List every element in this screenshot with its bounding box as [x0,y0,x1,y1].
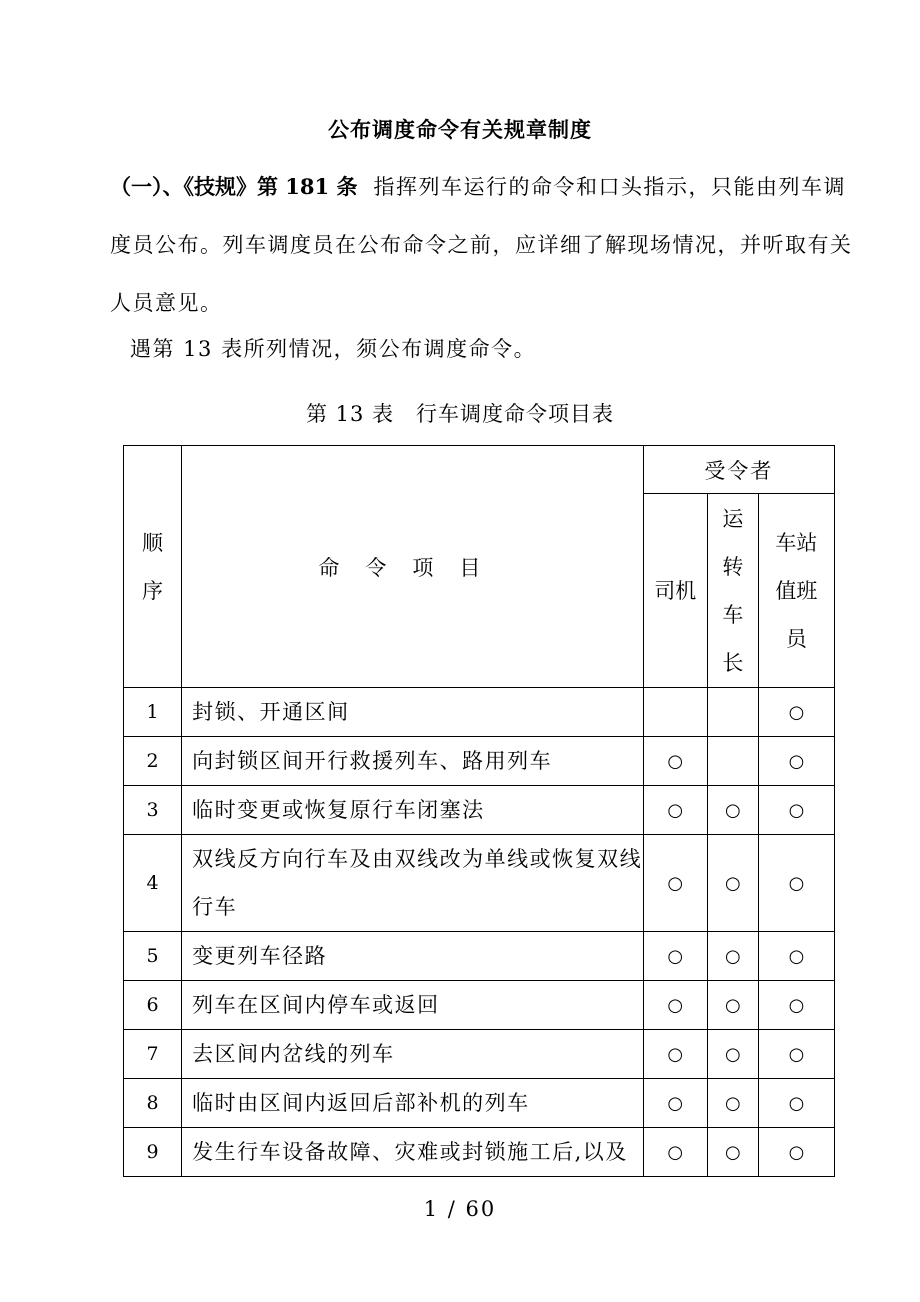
document-title: 公布调度命令有关规章制度 [328,117,592,142]
table-row: 8 临时由区间内返回后部补机的列车 ○ ○ ○ [124,1079,835,1128]
table-row: 2 向封锁区间开行救援列车、路用列车 ○ ○ [124,737,835,786]
rule-reference: （一）、《技规》第 181 条 [110,174,358,199]
paragraph-technical-rules [110,158,855,332]
paragraph-table-intro: 遇第 13 表所列情况，须公布调度命令。 [130,337,537,361]
table-number: 第 13 表 [305,402,395,426]
table-caption [0,398,920,428]
header-command-item: 命令项目 [182,446,644,688]
dispatch-command-table [123,445,835,1177]
table-row: 3 临时变更或恢复原行车闭塞法 ○ ○ ○ [124,786,835,835]
header-receivers: 受令者 [643,446,834,494]
header-seq: 顺 序 [124,446,182,688]
header-conductor: 运 转 车 长 [707,494,758,688]
table-row: 7 去区间内岔线的列车 ○ ○ ○ [124,1030,835,1079]
table-title: 行车调度命令项目表 [416,402,615,426]
rule-text: 指挥列车运行的命令和口头指示，只能由列车调度员公布。列车调度员在公布命令之前，应详细了解现场情况，并听取有关人员意见。 [110,175,853,315]
table-row: 1 封锁、开通区间 ○ [124,688,835,737]
header-driver: 司机 [643,494,707,688]
table-row: 5 变更列车径路 ○ ○ ○ [124,932,835,981]
page-number: 1 / 60 [423,1197,497,1221]
table-row: 4 双线反方向行车及由双线改为单线或恢复双线行车 ○ ○ ○ [124,835,835,932]
table-row: 9 发生行车设备故障、灾难或封锁施工后,以及 ○ ○ ○ [124,1128,835,1177]
table-row: 6 列车在区间内停车或返回 ○ ○ ○ [124,981,835,1030]
header-station-duty: 车站 值班 员 [758,494,834,688]
